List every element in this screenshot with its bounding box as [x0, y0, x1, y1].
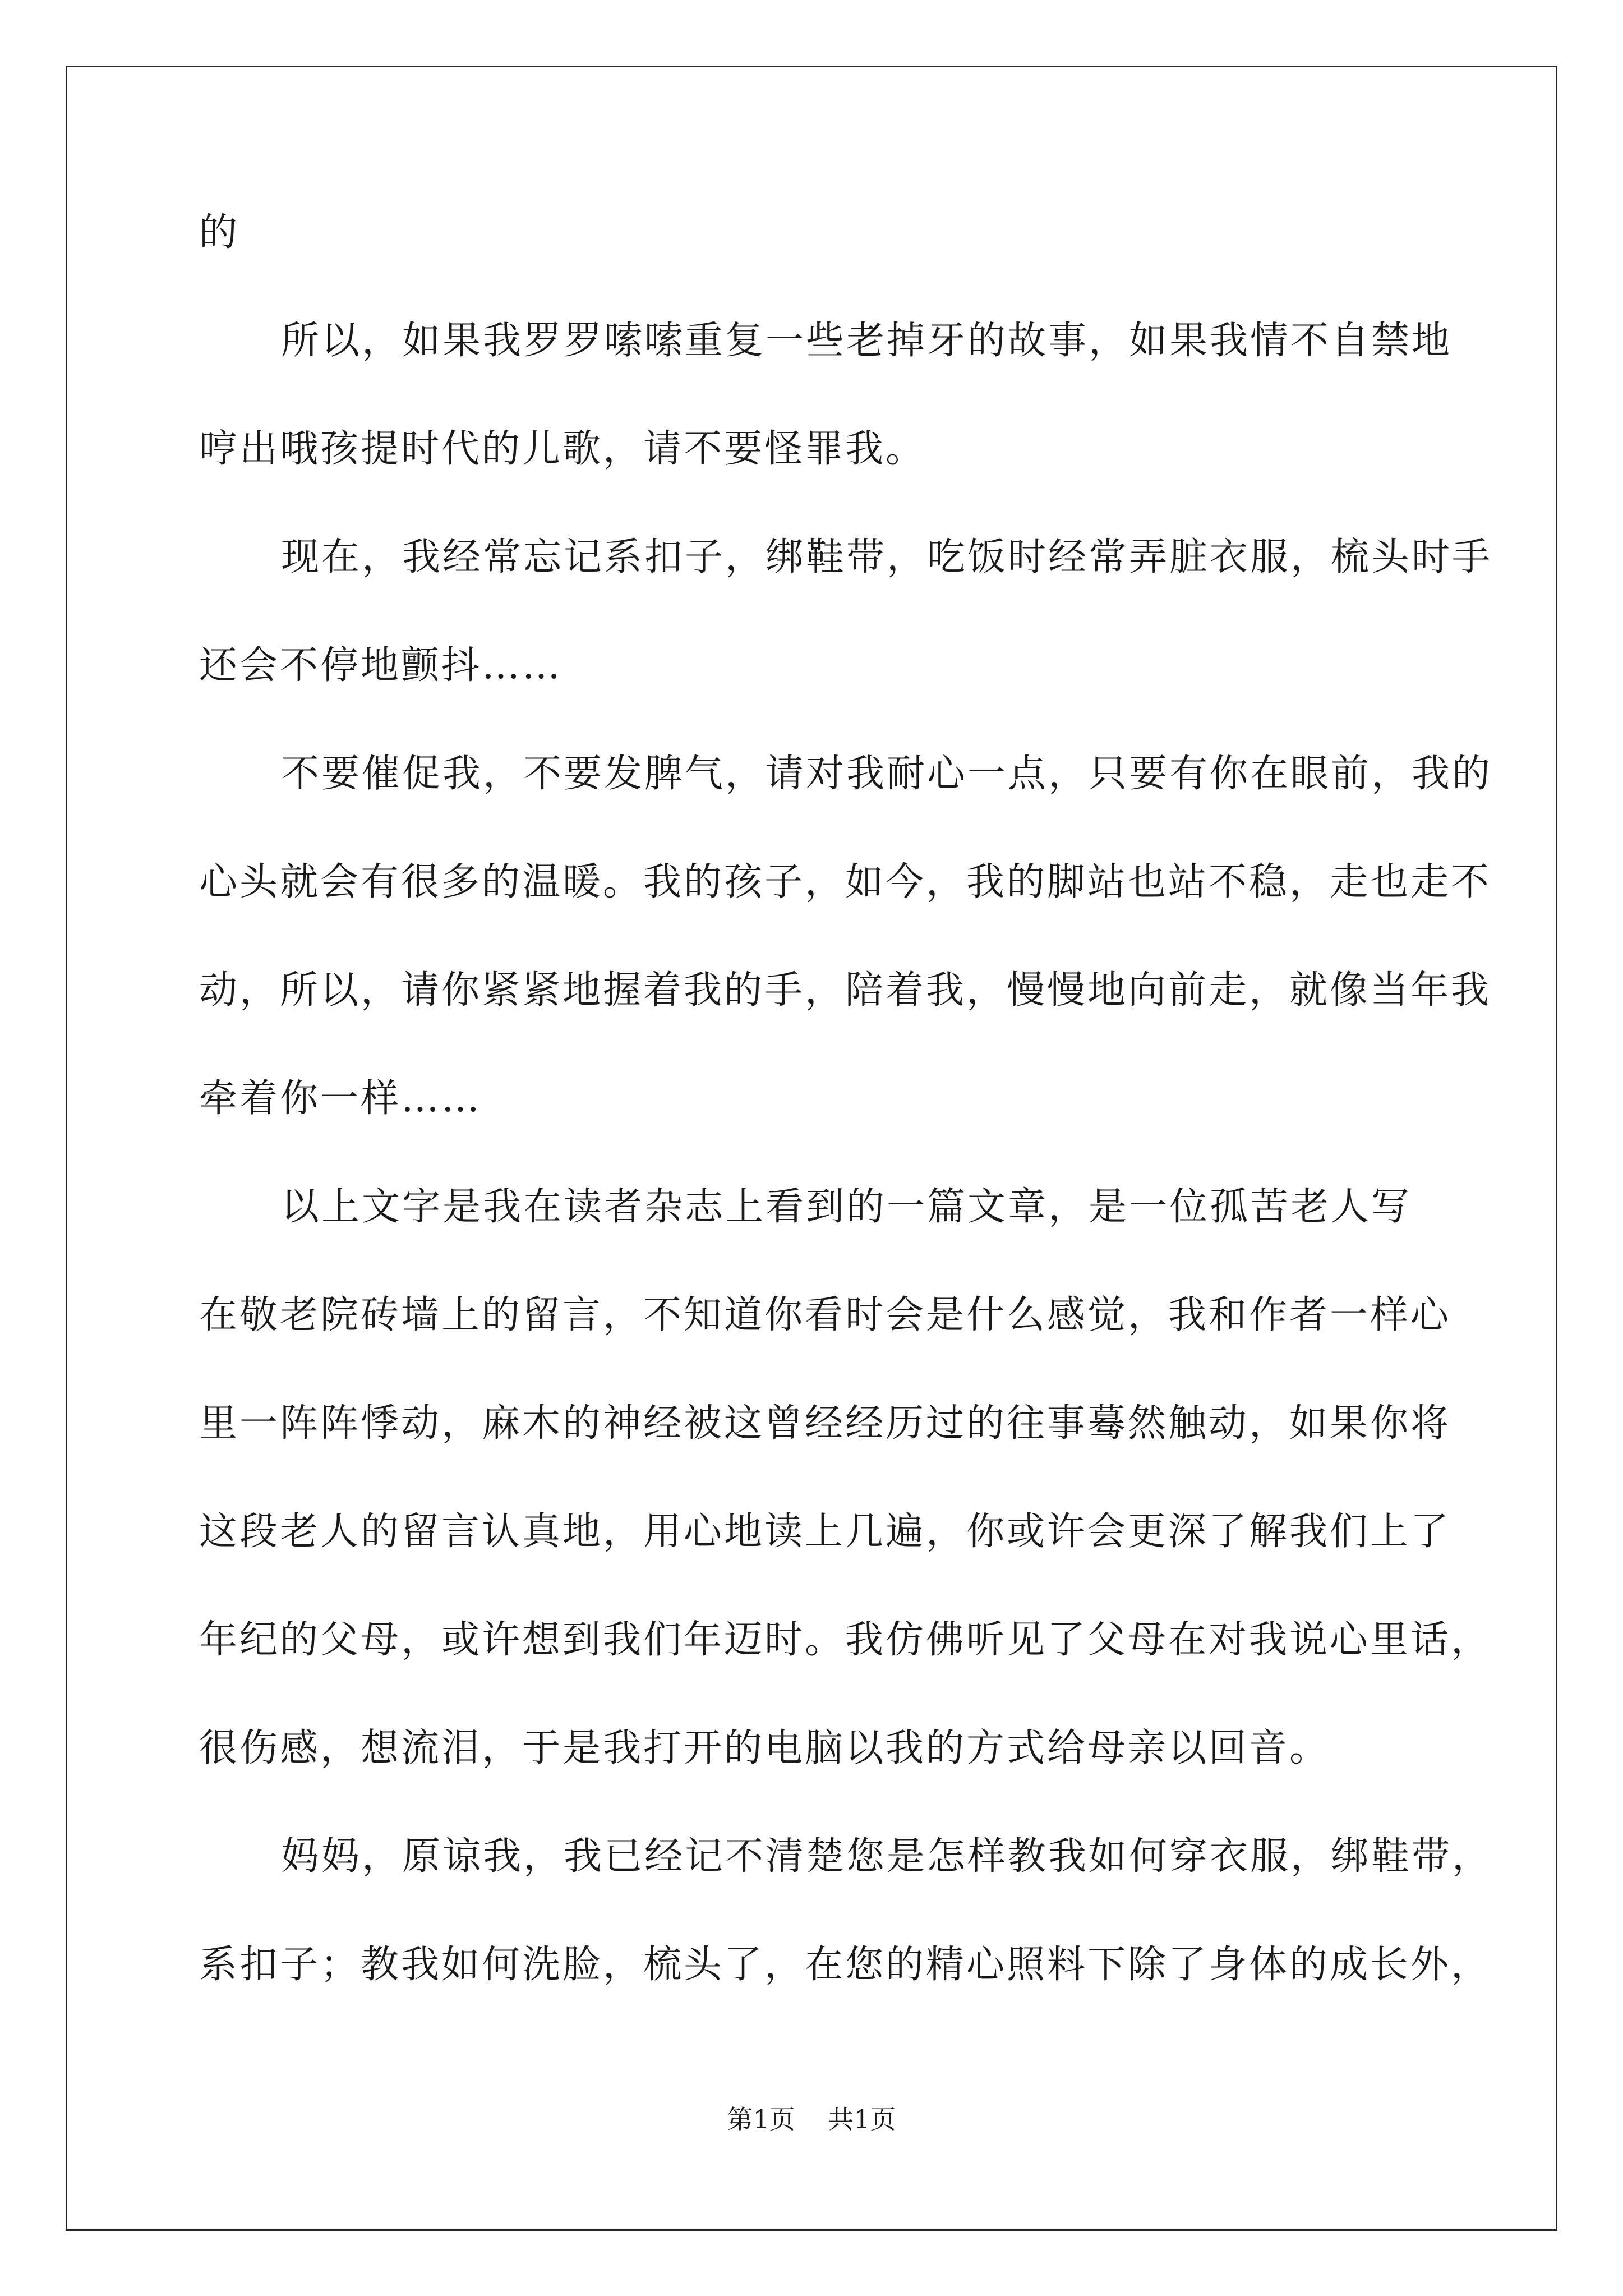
text-line: 妈妈，原谅我，我已经记不清楚您是怎样教我如何穿衣服，绑鞋带，: [281, 1834, 1493, 1879]
page-footer: [0, 2102, 1623, 2136]
page-total: 共1页: [828, 2104, 896, 2134]
text-line: 以上文字是我在读者杂志上看到的一篇文章，是一位孤苦老人写: [281, 1185, 1412, 1229]
text-line: 系扣子；教我如何洗脸，梳头了，在您的精心照料下除了身体的成长外，: [199, 1943, 1492, 1987]
text-line: 在敬老院砖墙上的留言，不知道你看时会是什么感觉，我和作者一样心: [199, 1293, 1451, 1337]
page-number: 第1页: [727, 2104, 795, 2134]
text-line: 还会不停地颤抖……: [199, 643, 563, 688]
text-line: 里一阵阵悸动，麻木的神经被这曾经经历过的往事蓦然触动，如果你将: [199, 1401, 1451, 1446]
text-line: 这段老人的留言认真地，用心地读上几遍，你或许会更深了解我们上了: [199, 1510, 1451, 1554]
text-line: 的: [199, 210, 240, 255]
text-line: 年纪的父母，或许想到我们年迈时。我仿佛听见了父母在对我说心里话，: [199, 1618, 1492, 1662]
text-line: 心头就会有很多的温暖。我的孩子，如今，我的脚站也站不稳，走也走不: [199, 860, 1492, 904]
text-line: 很伤感，想流泪，于是我打开的电脑以我的方式给母亲以回音。: [199, 1726, 1330, 1770]
text-line: 现在，我经常忘记系扣子，绑鞋带，吃饭时经常弄脏衣服，梳头时手: [281, 535, 1493, 579]
page-frame: [66, 66, 1557, 2231]
text-line: 动，所以，请你紧紧地握着我的手，陪着我，慢慢地向前走，就像当年我: [199, 968, 1492, 1013]
text-line: 所以，如果我罗罗嗦嗦重复一些老掉牙的故事，如果我情不自禁地: [281, 319, 1453, 363]
text-line: 牵着你一样……: [199, 1076, 482, 1121]
text-line: 哼出哦孩提时代的儿歌，请不要怪罪我。: [199, 427, 926, 471]
text-line: 不要催促我，不要发脾气，请对我耐心一点，只要有你在眼前，我的: [281, 752, 1493, 796]
